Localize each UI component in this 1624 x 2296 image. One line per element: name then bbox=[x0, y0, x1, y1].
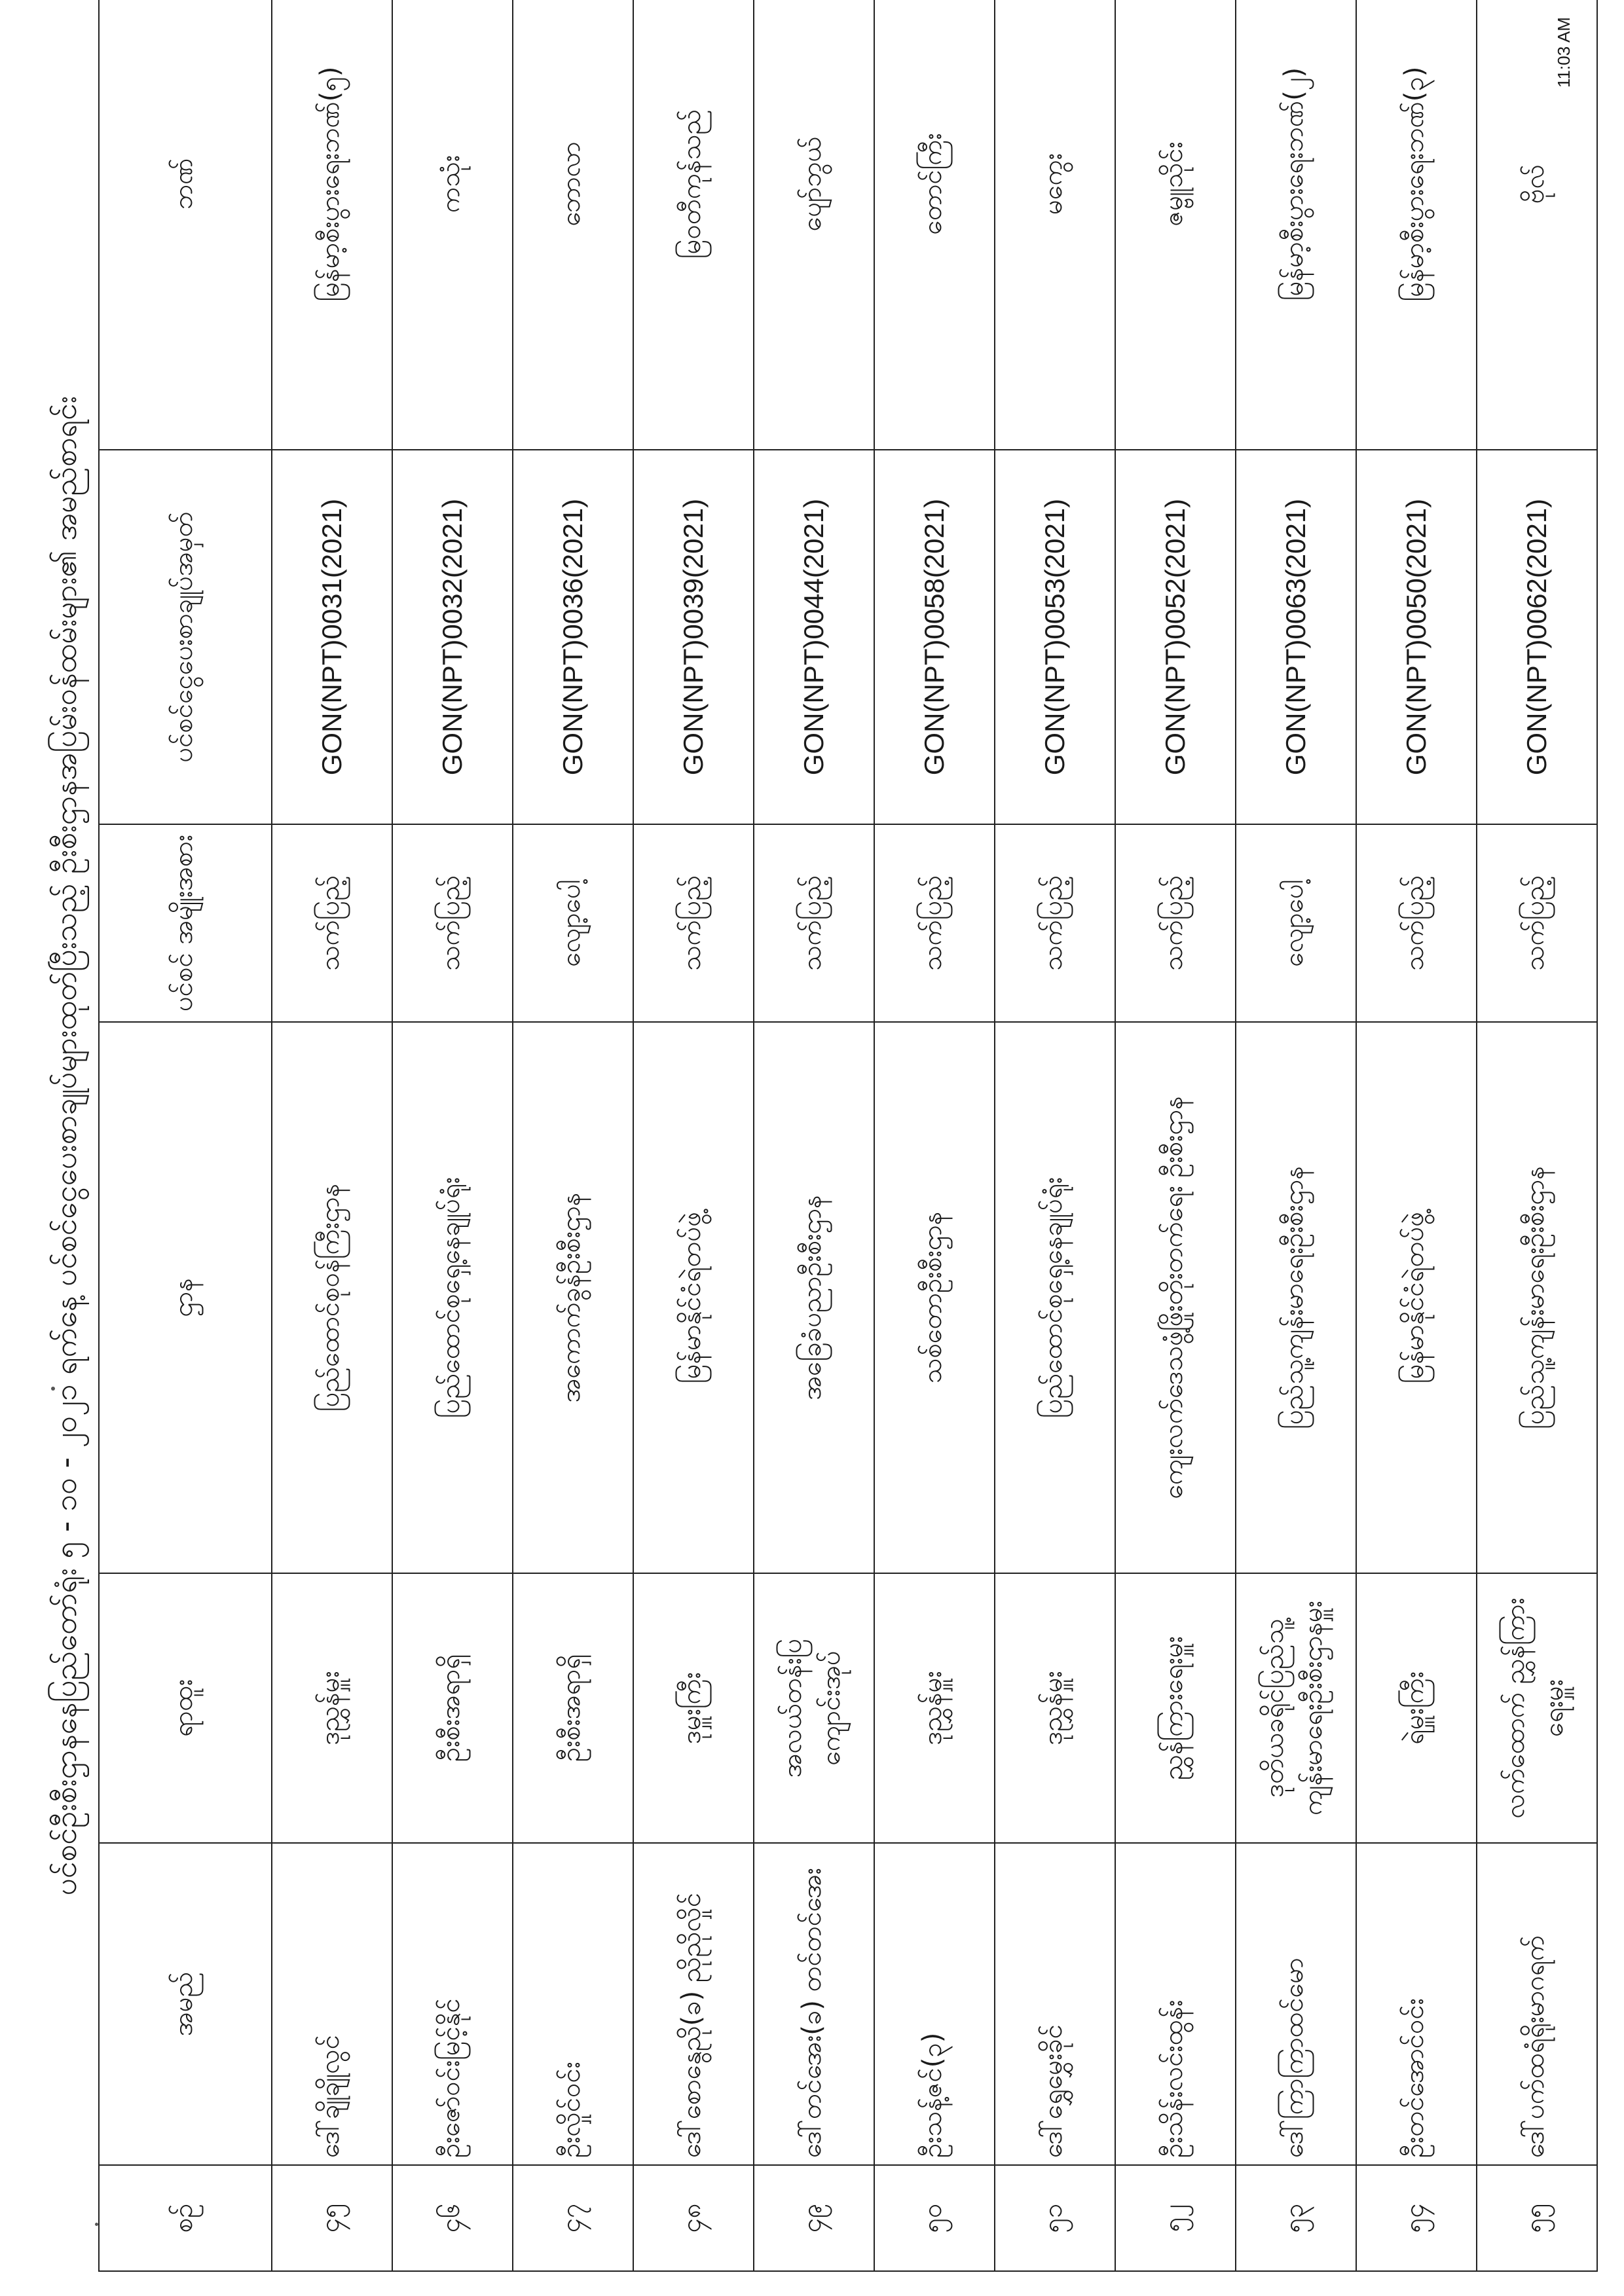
cell-no: ၅၀ bbox=[874, 2165, 995, 2271]
table-row bbox=[874, 0, 995, 2271]
cell-license: GON(NPT)0036(2021) bbox=[513, 450, 633, 824]
cell-type: သက်ပြည့် bbox=[1356, 824, 1477, 1022]
cell-bank: ဇမ္ဗူသိုင်း bbox=[1115, 0, 1236, 450]
cell-department: ကျေးလက်ဒေသဖွံ့ဖြိုးတိုးတက်ရေး ဦးစီးဌာန bbox=[1115, 1022, 1236, 1573]
header-no: စဉ် bbox=[99, 2165, 272, 2271]
cell-bank: ဘောလာ bbox=[513, 0, 633, 450]
cell-no: ၄၆ bbox=[392, 2165, 513, 2271]
cell-license: GON(NPT)0032(2021) bbox=[392, 450, 513, 824]
cell-department: မြန်မာနိုင်ငံရဲတပ်ဖွဲ့ bbox=[633, 1022, 754, 1573]
cell-bank: မြန်မာ့စီးပွားရေးဘဏ်(၃) bbox=[1356, 0, 1477, 450]
header-type: ပင်စင် အမျိုးအစား bbox=[99, 824, 272, 1022]
cell-no: ၄၉ bbox=[754, 2165, 874, 2271]
cell-no: ၅၅ bbox=[1477, 2165, 1597, 2271]
pension-table bbox=[98, 0, 1598, 2272]
cell-position: ဦးစီးအရာရှိ bbox=[392, 1573, 513, 1843]
cell-position: ဒုညွှန်မှူး bbox=[272, 1573, 392, 1843]
cell-name: ဦးဇော်ဝင်းမြင့်နိုင် bbox=[392, 1843, 513, 2165]
cell-department: ပြည်ထောင်စုရှေ့နေချုပ်ရုံး bbox=[995, 1022, 1115, 1573]
cell-type: လျော့ပေါ့ bbox=[513, 824, 633, 1022]
cell-no: ၅၃ bbox=[1236, 2165, 1356, 2271]
header-bank: ဘဏ် bbox=[99, 0, 272, 450]
cell-position: လက်ထောက် ညွှန်ကြားရေးမှူး bbox=[1477, 1573, 1597, 1843]
cell-department: ပြည်ထောင်စုရှေ့နေချုပ်ရုံး bbox=[392, 1022, 513, 1573]
cell-type: သက်ပြည့် bbox=[633, 824, 754, 1022]
cell-position: ဒုမှူးကြီး bbox=[633, 1573, 754, 1843]
cell-bank: မြန်မာ့စီးပွားရေးဘဏ်(၂) bbox=[1236, 0, 1356, 450]
table-row bbox=[1477, 0, 1597, 2271]
cell-license: GON(NPT)0062(2021) bbox=[1477, 450, 1597, 824]
cell-bank: မြန်မာ့စီးပွားရေးဘဏ်(၅) bbox=[272, 0, 392, 450]
table-row bbox=[1236, 0, 1356, 2271]
cell-name: ဦးသန့်ဇင်(၃) bbox=[874, 1843, 995, 2165]
cell-position: ညွှန်ကြားရေးမှူး bbox=[1115, 1573, 1236, 1843]
cell-bank: ဗိုလ် bbox=[1477, 0, 1597, 450]
header-license: ပင်စင်ငွေပေးစာချုပ်အမှတ် bbox=[99, 450, 272, 824]
table-row bbox=[392, 0, 513, 2271]
cell-name: ဦးသိန်းလင်းထွန်း bbox=[1115, 1843, 1236, 2165]
cell-license: GON(NPT)0044(2021) bbox=[754, 450, 874, 824]
cell-department: သစ်တောဦးစီးဌာန bbox=[874, 1022, 995, 1573]
cell-department: ပြည်သူ့ကျန်းမာရေးဦးစီးဌာန bbox=[1236, 1022, 1356, 1573]
cell-department: အခြေခံပညာဦးစီးဌာန bbox=[754, 1022, 874, 1573]
cell-position: ဒုတိယခရိုင်ပြည်သူ့ ကျန်းမာရေးဦးစီးဌာနမှူး bbox=[1236, 1573, 1356, 1843]
timestamp: 11:03 AM bbox=[1554, 17, 1574, 88]
header-name: အမည် bbox=[99, 1843, 272, 2165]
cell-license: GON(NPT)0063(2021) bbox=[1236, 450, 1356, 824]
header-position: ရာထူး bbox=[99, 1573, 272, 1843]
table-row bbox=[995, 0, 1115, 2271]
cell-name: ဦးလှိုင်ဝင်း bbox=[513, 1843, 633, 2165]
cell-bank: ကသုံး bbox=[392, 0, 513, 450]
page-title: ပင်စင်ဦးစီးဌာနနေပြည်တော်ရုံး ၅ - ၁၀ - ၂၀၂၁ ရက်နေ့ ပင်စင်ငွေပေးစာချုပ်များထုတ်ပြီးသည့် ဦးစီးဌာနအပြမ်းဝန်ထမ်းများ၏ အမည်စာရင်း bbox=[48, 395, 83, 1896]
table-header-row bbox=[99, 0, 272, 2271]
cell-bank: မကွေး bbox=[995, 0, 1115, 450]
cell-type: သက်ပြည့် bbox=[754, 824, 874, 1022]
cell-type: သက်ပြည့် bbox=[1477, 824, 1597, 1022]
cell-type: သက်ပြည့် bbox=[995, 824, 1115, 1022]
cell-type: လျော့ပေါ့ bbox=[1236, 824, 1356, 1022]
cell-license: GON(NPT)0052(2021) bbox=[1115, 450, 1236, 824]
cell-department: မြန်မာနိုင်ငံရဲတပ်ဖွဲ့ bbox=[1356, 1022, 1477, 1573]
cell-no: ၅၂ bbox=[1115, 2165, 1236, 2271]
cell-name: ဒေါ်စောနွေညို(ခ) ညိုညိုလှိုင် bbox=[633, 1843, 754, 2165]
cell-license: GON(NPT)0031(2021) bbox=[272, 450, 392, 824]
cell-name: ဒေါ်ပက်ထရံရိုးမာဂရက် bbox=[1477, 1843, 1597, 2165]
cell-position: ဒုညွှန်မှူး bbox=[874, 1573, 995, 1843]
cell-department: အကောက်ခွန်ဦးစီးဌာန bbox=[513, 1022, 633, 1573]
table-row bbox=[1356, 0, 1477, 2271]
cell-name: ဒေါ်ရွှေမွှေးခိုင် bbox=[995, 1843, 1115, 2165]
cell-no: ၅၄ bbox=[1356, 2165, 1477, 2271]
cell-name: ဦးတင်အောင်ဝင်း bbox=[1356, 1843, 1477, 2165]
table-row bbox=[272, 0, 392, 2271]
cell-license: GON(NPT)0039(2021) bbox=[633, 450, 754, 824]
table-body bbox=[272, 0, 1597, 2271]
cell-license: GON(NPT)0058(2021) bbox=[874, 450, 995, 824]
cell-name: ဒေါ်ချိုချိုလွင် bbox=[272, 1843, 392, 2165]
header-department: ဌာန bbox=[99, 1022, 272, 1573]
cell-name: ဒေါ်တင်အေး(ခ) တင်တင်အေး bbox=[754, 1843, 874, 2165]
table-row bbox=[754, 0, 874, 2271]
cell-type: သက်ပြည့် bbox=[1115, 824, 1236, 1022]
cell-position: ဦးစီးအရာရှိ bbox=[513, 1573, 633, 1843]
cell-bank: ပျော်ဘွယ် bbox=[754, 0, 874, 450]
cell-license: GON(NPT)0053(2021) bbox=[995, 450, 1115, 824]
cell-position: အလယ်တန်းပြ ကျောင်းအုပ် bbox=[754, 1573, 874, 1843]
cell-position: ရဲမှူးကြီး bbox=[1356, 1573, 1477, 1843]
table-row bbox=[1115, 0, 1236, 2271]
cell-bank: တောင်ကြီး bbox=[874, 0, 995, 450]
cell-department: ပြည်သူ့ကျန်းမာရေးဦးစီးဌာန bbox=[1477, 1022, 1597, 1573]
cell-type: သက်ပြည့် bbox=[392, 824, 513, 1022]
cell-no: ၄၈ bbox=[633, 2165, 754, 2271]
cell-no: ၄၇ bbox=[513, 2165, 633, 2271]
cell-license: GON(NPT)0050(2021) bbox=[1356, 450, 1477, 824]
cell-name: ဒေါ်ကြာကြာထင်မော bbox=[1236, 1843, 1356, 2165]
cell-position: ဒုညွှန်မှူး bbox=[995, 1573, 1115, 1843]
cell-type: သက်ပြည့် bbox=[272, 824, 392, 1022]
cell-no: ၅၁ bbox=[995, 2165, 1115, 2271]
table-row bbox=[633, 0, 754, 2271]
cell-bank: မြဝတီကုန်သည် bbox=[633, 0, 754, 450]
cell-no: ၄၅ bbox=[272, 2165, 392, 2271]
cell-type: သက်ပြည့် bbox=[874, 824, 995, 1022]
cell-department: ပြည်ထောင်စုဝန်ကြီးဌာန bbox=[272, 1022, 392, 1573]
table-row bbox=[513, 0, 633, 2271]
